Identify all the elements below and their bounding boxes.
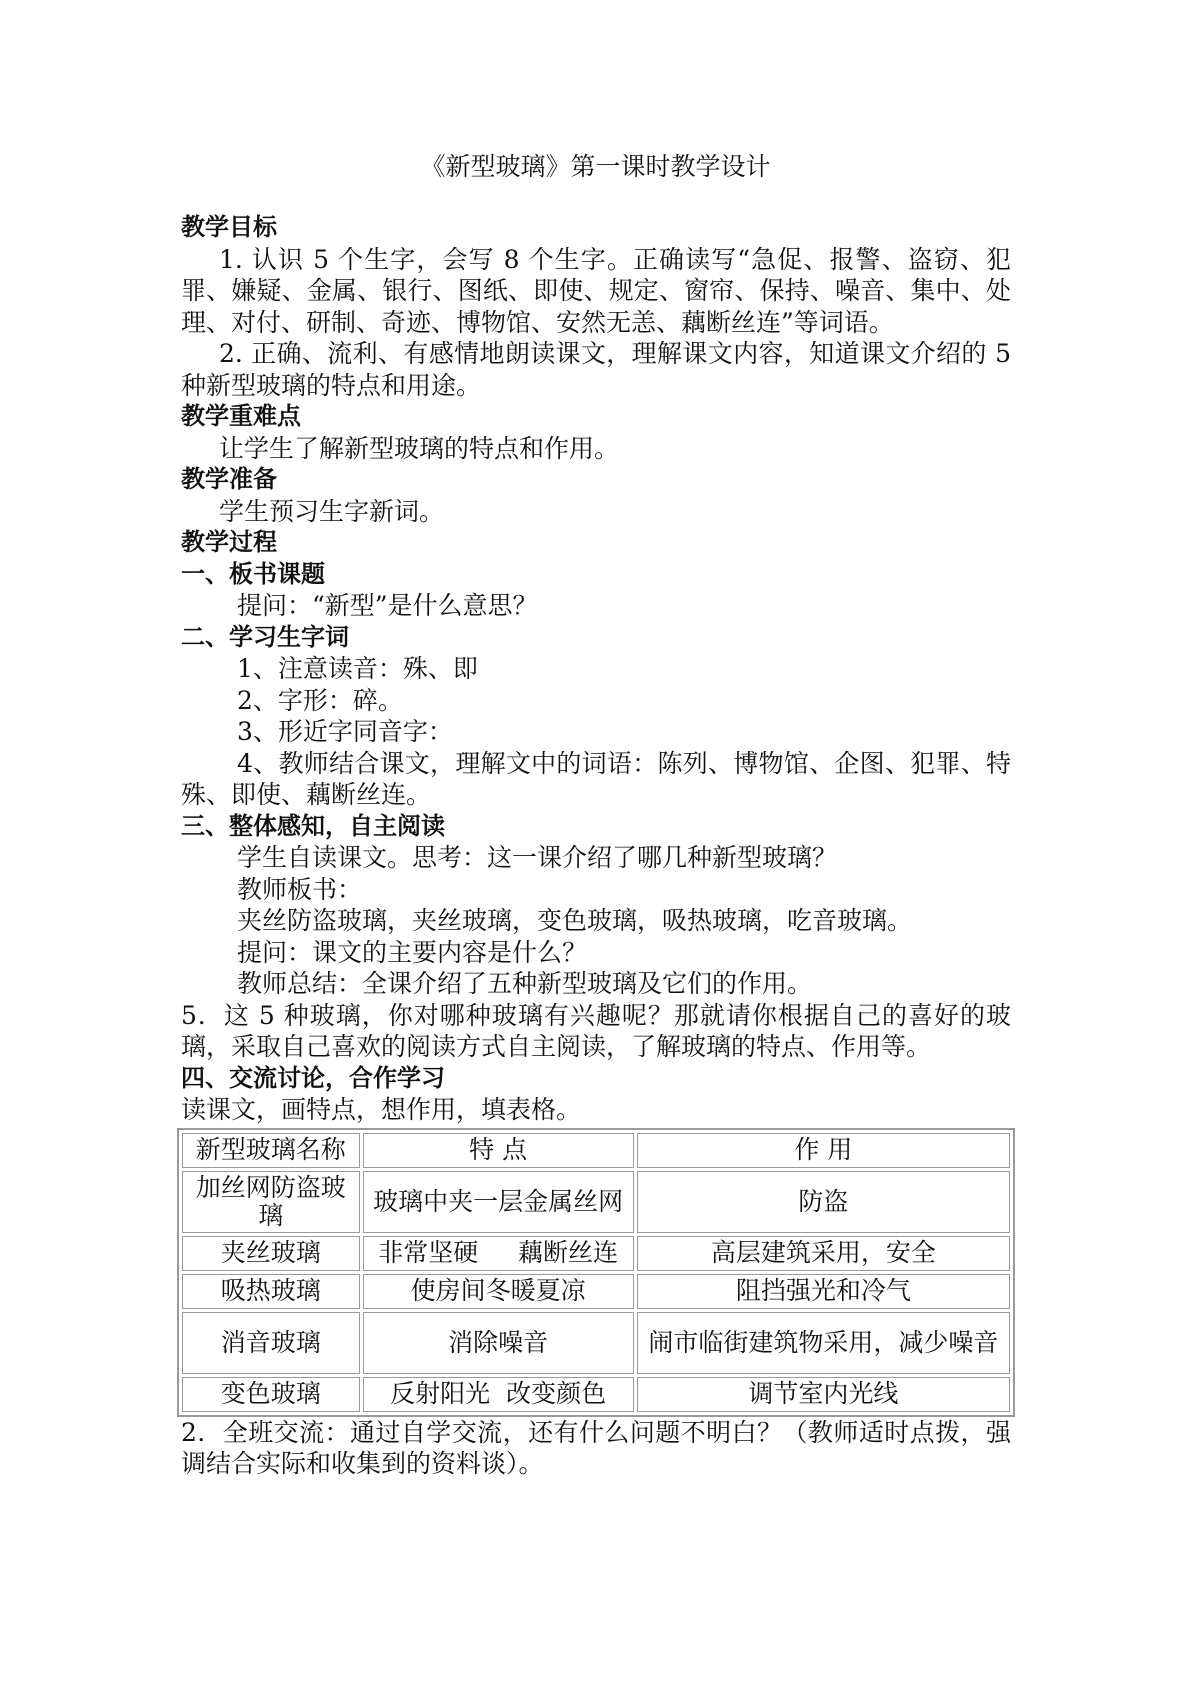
- table-cell: 变色玻璃: [182, 1377, 360, 1412]
- table-header-cell: 特 点: [363, 1133, 634, 1168]
- key-points-text: 让学生了解新型玻璃的特点和作用。: [219, 433, 620, 463]
- table-cell: 使房间冬暖夏凉: [363, 1274, 634, 1309]
- preparation-text: 学生预习生字新词。: [219, 496, 445, 526]
- step-2-heading: 二、学习生字词: [181, 622, 349, 651]
- goal-2: 2. 正确、流利、有感情地朗读课文，理解课文内容，知道课文介绍的 5 种新型玻璃的特点和用途。: [181, 339, 1011, 400]
- step-2-item-b: 2、字形：碎。: [237, 685, 403, 715]
- step-3-heading: 三、整体感知，自主阅读: [181, 811, 445, 840]
- table-cell: 防盗: [637, 1171, 1010, 1233]
- step-3-line-a: 学生自读课文。思考：这一课介绍了哪几种新型玻璃？: [237, 843, 838, 872]
- table-header-row: [182, 1133, 1010, 1168]
- table-cell: 玻璃中夹一层金属丝网: [363, 1171, 634, 1233]
- table-cell: 反射阳光 改变颜色: [363, 1377, 634, 1412]
- step-2-item-c: 3、形近字同音字：: [237, 717, 453, 746]
- document-title: 《新型玻璃》第一课时教学设计: [420, 152, 771, 181]
- goal-1: 1. 认识 5 个生字，会写 8 个生字。正确读写“急促、报警、盗窃、犯罪、嫌疑、金属、银行、图纸、即使、规定、窗帘、保持、噪音、集中、处理、对付、研制、奇迹、博物馆、安然无恙、藕断丝连”等词语。: [181, 244, 1011, 337]
- step-2-item-d: 4、教师结合课文，理解文中的词语：陈列、博物馆、企图、犯罪、特殊、即使、藕断丝连。: [181, 748, 1011, 809]
- table-row: [182, 1377, 1010, 1412]
- table-cell: 消除噪音: [363, 1312, 634, 1374]
- table-row: [182, 1274, 1010, 1309]
- step-3-line-e: 教师总结：全课介绍了五种新型玻璃及它们的作用。: [237, 969, 813, 998]
- table-header-cell: 新型玻璃名称: [182, 1133, 360, 1168]
- process-heading: 教学过程: [181, 528, 277, 556]
- table-cell: 非常坚硬 藕断丝连: [363, 1236, 634, 1271]
- table-cell: 高层建筑采用，安全: [637, 1236, 1010, 1271]
- table-row: [182, 1171, 1010, 1233]
- step-3-line-d: 提问：课文的主要内容是什么？: [237, 937, 588, 967]
- step-1-question: 提问：“新型”是什么意思？: [237, 591, 538, 620]
- step-3-line-c: 夹丝防盗玻璃，夹丝玻璃，变色玻璃，吸热玻璃，吃音玻璃。: [237, 906, 913, 935]
- key-points-heading: 教学重难点: [181, 402, 301, 430]
- table-cell: 加丝网防盗玻璃: [182, 1171, 360, 1233]
- table-row: [182, 1236, 1010, 1271]
- document-body: [181, 212, 1011, 1480]
- glass-table: [177, 1128, 1015, 1417]
- table-cell: 阻挡强光和冷气: [637, 1274, 1010, 1309]
- step-4-discussion: 2．全班交流：通过自学交流，还有什么问题不明白？（教师适时点拨，强调结合实际和收集到的资料谈）。: [181, 1417, 1011, 1478]
- table-cell: 消音玻璃: [182, 1312, 360, 1374]
- goals-heading: 教学目标: [181, 213, 277, 241]
- step-4-instruction: 读课文，画特点，想作用，填表格。: [181, 1095, 582, 1124]
- table-header-cell: 作 用: [637, 1133, 1010, 1168]
- glass-table-wrapper: [181, 1128, 1011, 1417]
- table-cell: 夹丝玻璃: [182, 1236, 360, 1271]
- table-row: [182, 1312, 1010, 1374]
- table-cell: 调节室内光线: [637, 1377, 1010, 1412]
- table-cell: 闹市临街建筑物采用，减少噪音: [637, 1312, 1010, 1374]
- step-2-item-a: 1、注意读音：殊、即: [237, 654, 478, 683]
- step-3-line-f: 5．这 5 种玻璃，你对哪种玻璃有兴趣呢？那就请你根据自己的喜好的玻璃，采取自己喜欢的阅读方式自主阅读，了解玻璃的特点、作用等。: [181, 1000, 1011, 1061]
- step-3-line-b: 教师板书：: [237, 874, 363, 904]
- preparation-heading: 教学准备: [181, 465, 277, 493]
- step-4-heading: 四、交流讨论，合作学习: [181, 1063, 445, 1092]
- step-1-heading: 一、板书课题: [181, 559, 325, 588]
- table-cell: 吸热玻璃: [182, 1274, 360, 1309]
